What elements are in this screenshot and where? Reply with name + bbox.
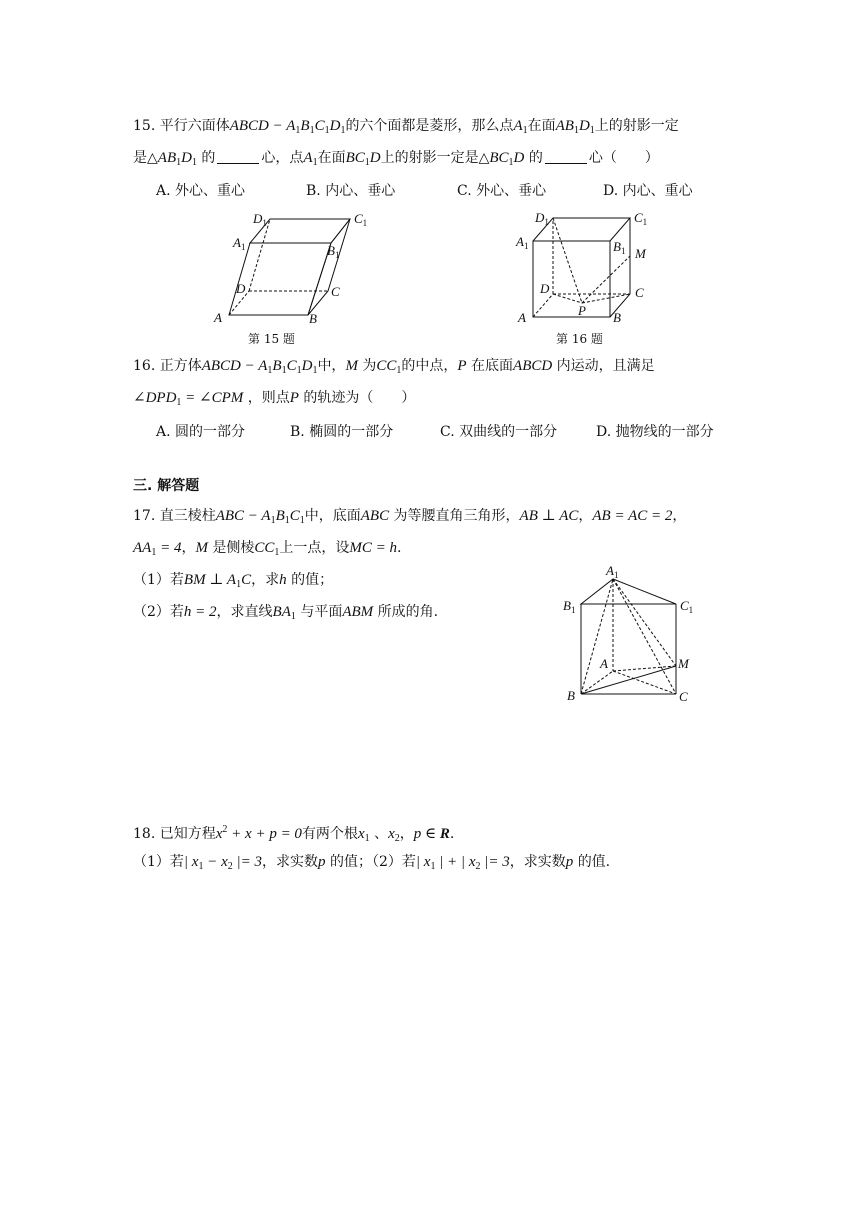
q17-edge-cc1: $CC_1$: [254, 540, 280, 558]
q17-text: ，求: [251, 572, 280, 588]
fig16-label-p: P: [578, 303, 586, 318]
answer-blank: [545, 149, 587, 164]
q18-text: 的值.: [577, 854, 611, 870]
fig16-caption: 第 16 题: [556, 332, 603, 346]
q17-text: （2）若: [133, 604, 184, 620]
q18-line1: [133, 820, 454, 849]
q15-point-a1: $A_1$: [513, 118, 528, 136]
q16-line2: [133, 388, 415, 413]
fig16-label-d1: $D_1$: [535, 210, 549, 227]
q16-edge-cc1: $CC_1$: [376, 358, 402, 376]
q17-text: 所成的角.: [377, 604, 439, 620]
q15-face-bc1d: $BC_1D$: [345, 150, 381, 168]
q17-text: ，: [672, 508, 687, 524]
fig17-label-a1: $A_1$: [606, 563, 619, 580]
fig15-caption: 第 15 题: [248, 332, 295, 346]
q16-point-p: P: [457, 358, 467, 374]
q18-text: 已知方程: [159, 826, 216, 842]
q15-text: 的六个面都是菱形，那么点: [345, 118, 514, 134]
q17-text: 的值；: [291, 572, 334, 588]
q18-text: ，求实数: [509, 854, 566, 870]
q18-text: ，: [399, 826, 414, 842]
fig17-label-a: A: [600, 656, 608, 671]
fig15-label-a1: $A_1$: [233, 235, 246, 252]
q18-number: 18.: [133, 826, 156, 842]
q15-triangle-bc1d: $BC_1D$: [489, 150, 525, 168]
q15-text: 是△: [133, 150, 158, 166]
q16-text: 正方体: [159, 358, 202, 374]
fig16-label-c: C: [635, 285, 644, 300]
q17-text: 与平面: [300, 604, 343, 620]
q15-text: 的: [528, 150, 543, 166]
q15-face-ab1d1: $AB_1D_1$: [555, 118, 595, 136]
q17-text: ，: [578, 508, 593, 524]
q15-triangle-ab1d1: $AB_1D_1$: [157, 150, 197, 168]
q15-text: 在面: [527, 118, 556, 134]
fig17-prism: [0, 560, 860, 710]
fig16-label-a: A: [518, 310, 526, 325]
q18-var-p: p: [565, 854, 574, 870]
fig16-label-d: D: [540, 281, 550, 296]
q15-number: 15.: [133, 118, 156, 134]
q18-text: .: [449, 826, 455, 842]
fig16-label-b: B: [613, 310, 621, 325]
q15-line2: [133, 148, 659, 173]
fig17-label-b: B: [567, 688, 575, 703]
q15-text: 心，点: [261, 150, 304, 166]
q17-text: .: [397, 540, 402, 556]
q17-h-eq-2: h = 2: [183, 604, 217, 620]
q15-text: 心（ ）: [588, 150, 659, 166]
q15-line1: [133, 116, 679, 141]
q15-option-d: D. 内心、重心: [603, 183, 693, 199]
q17-line1: [133, 506, 686, 531]
q17-number: 17.: [133, 508, 156, 524]
q15-option-c: C. 外心、垂心: [457, 183, 547, 199]
q15-point-a1: $A_1$: [303, 150, 318, 168]
q17-ab-ac-eq: AB = AC = 2: [592, 508, 673, 524]
fig17-label-c: C: [679, 689, 688, 704]
figures-15-16: [0, 205, 860, 355]
q17-text: 是侧棱: [212, 540, 255, 556]
q17-text: 上一点，设: [279, 540, 350, 556]
q17-text: 为等腰直角三角形，: [393, 508, 520, 524]
answer-blank: [217, 149, 259, 164]
q17-mc-eq: MC = h: [349, 540, 398, 556]
q16-number: 16.: [133, 358, 156, 374]
q17-point-m: M: [195, 540, 208, 556]
q18-p-in-r: p ∈ R: [413, 826, 450, 842]
q15-text: 平行六面体: [159, 118, 230, 134]
q17-line-ba1: $BA_1$: [272, 604, 296, 622]
q17-text: 中，底面: [304, 508, 361, 524]
fig15-label-b1: $B_1$: [327, 243, 340, 260]
q17-text: ，求直线: [216, 604, 273, 620]
q16-point-m: M: [345, 358, 358, 374]
q16-text: 在底面: [471, 358, 514, 374]
q15-text: 在面: [317, 150, 346, 166]
fig17-label-b1: $B_1$: [563, 598, 576, 615]
q17-plane-abm: ABM: [342, 604, 374, 620]
q16-option-c: C. 双曲线的一部分: [440, 424, 558, 440]
section-heading: 三. 解答题: [133, 478, 200, 494]
q15-text: 的: [201, 150, 216, 166]
q16-text: 内运动，且满足: [556, 358, 655, 374]
q16-formula-cube: ABCD − $A_1B_1C_1D_1$: [201, 358, 318, 376]
q18-text: 有两个根: [301, 826, 358, 842]
q17-perp-ab-ac: AB ⊥ AC: [519, 508, 579, 524]
q16-angle-condition: $\angle DPD_1$ = ∠CPM: [133, 390, 244, 408]
fig16-label-m: M: [635, 246, 646, 261]
fig15-label-b: B: [309, 311, 317, 326]
q18-text: 的值；（2）若: [329, 854, 416, 870]
q17-text: ，: [181, 540, 196, 556]
q16-option-d: D. 抛物线的一部分: [596, 424, 714, 440]
q15-formula-solid: ABCD − $A_1B_1C_1D_1$: [229, 118, 346, 136]
q18-text: 、: [374, 826, 389, 842]
fig17-label-m: M: [678, 656, 689, 671]
q17-var-h: h: [279, 572, 287, 588]
fig16-label-b1: $B_1$: [613, 239, 626, 256]
q17-text: 直三棱柱: [159, 508, 216, 524]
q16-line1: [133, 356, 655, 381]
q18-text: （1）若: [133, 854, 184, 870]
q16-option-a: A. 圆的一部分: [156, 424, 246, 440]
fig17-label-c1: $C_1$: [680, 598, 694, 615]
q18-var-p: p: [318, 854, 326, 870]
q16-text: 中，: [317, 358, 346, 374]
fig16-label-a1: $A_1$: [516, 234, 529, 251]
q15-option-a: A. 外心、重心: [156, 183, 246, 199]
q16-text: 的中点，: [401, 358, 458, 374]
q15-option-b: B. 内心、垂心: [306, 183, 396, 199]
q16-text: 为: [362, 358, 377, 374]
q16-base-abcd: ABCD: [513, 358, 553, 374]
q18-root-x1: $x_1$: [357, 826, 370, 844]
q17-aa1-eq: $AA_1 = 4$: [133, 540, 182, 558]
fig15-label-d1: $D_1$: [253, 211, 267, 228]
q18-equation: $x^2 + x + p = 0$: [215, 824, 302, 842]
q16-option-b: B. 椭圆的一部分: [290, 424, 394, 440]
q15-text: 上的射影一定: [594, 118, 679, 134]
fig15-label-c1: $C_1$: [354, 211, 368, 228]
fig16-label-c1: $C_1$: [634, 210, 648, 227]
q17-perp-bm-a1c: BM ⊥ $A_1C$: [183, 572, 252, 590]
q18-parts: [133, 852, 610, 877]
q15-text: 上的射影一定是△: [380, 150, 490, 166]
fig15-label-c: C: [331, 284, 340, 299]
q17-text: （1）若: [133, 572, 184, 588]
q18-abs-sum: | $x_1$ | + | $x_2$ |= 3: [415, 854, 510, 872]
q18-text: ，求实数: [262, 854, 319, 870]
q18-root-x2: $x_2$: [388, 826, 400, 844]
q16-text: ，则点: [247, 390, 290, 406]
q16-point-p: P: [289, 390, 299, 406]
q18-abs-diff: | $x_1 - x_2$ |= 3: [183, 854, 263, 872]
q17-base-abc: ABC: [360, 508, 390, 524]
fig15-label-d: D: [236, 281, 246, 296]
q16-text: 的轨迹为（ ）: [303, 390, 416, 406]
fig15-label-a: A: [214, 310, 222, 325]
q17-formula-prism: ABC − $A_1B_1C_1$: [215, 508, 305, 526]
fig15-parallelepiped: [229, 219, 350, 315]
